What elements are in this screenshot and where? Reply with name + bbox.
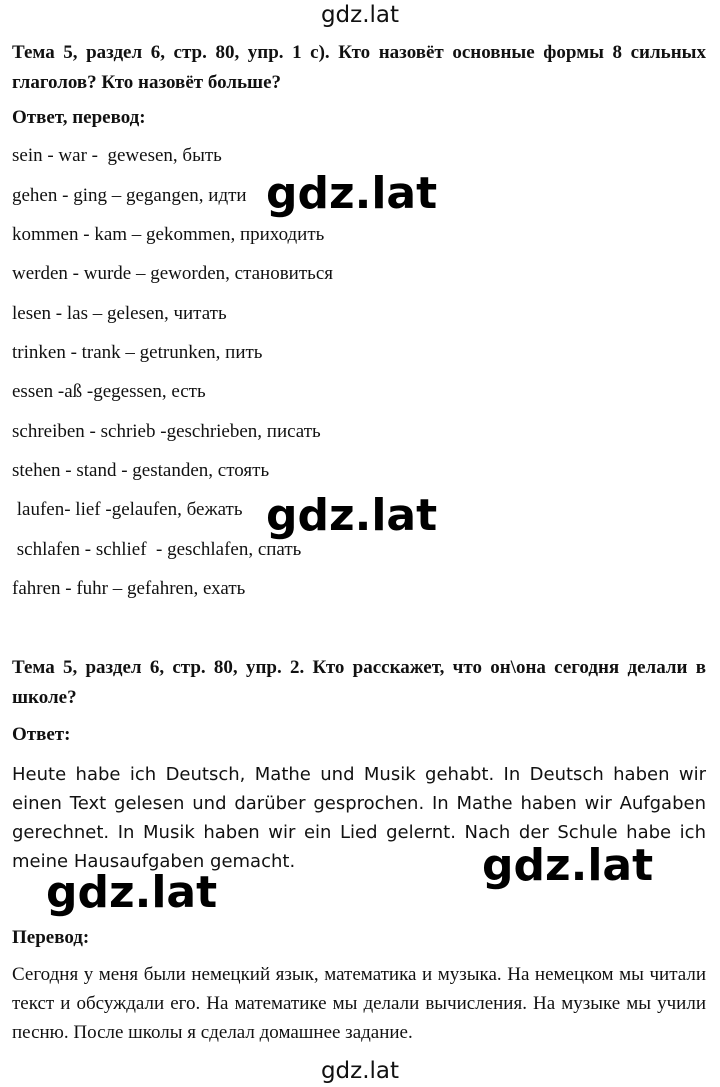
verb-form-line: essen -aß -gegessen, есть: [12, 381, 206, 402]
verb-form-line: schreiben - schrieb -geschrieben, писать: [12, 421, 321, 442]
verb-form-line: gehen - ging – gegangen, идти: [12, 185, 247, 206]
verb-form-line: kommen - kam – gekommen, приходить: [12, 224, 325, 245]
watermark-overlay: gdz.lat: [482, 840, 654, 891]
task1-answer-label: Ответ, перевод:: [12, 107, 146, 128]
verb-form-line: stehen - stand - gestanden, стоять: [12, 460, 270, 481]
watermark-overlay: gdz.lat: [266, 168, 438, 219]
translation-text: Сегодня у меня были немецкий язык, математика и музыка. На немецком мы читали текст и обсуждали его. На математике мы делали вычисления. На музыке мы учили песню. После школы я сделал домашнее задание.: [12, 964, 706, 1043]
verb-form-line: laufen- lief -gelaufen, бежать: [12, 499, 243, 520]
task1-heading: Тема 5, раздел 6, стр. 80, упр. 1 с). Кто назовёт основные формы 8 сильных глаголов? Кто назовёт больше?: [12, 42, 706, 93]
verb-form-line: fahren - fuhr – gefahren, ехать: [12, 578, 246, 599]
translation-label: Перевод:: [12, 927, 90, 948]
task2-heading: Тема 5, раздел 6, стр. 80, упр. 2. Кто расскажет, что он\она сегодня делали в школе?: [12, 657, 706, 708]
verb-form-line: sein - war - gewesen, быть: [12, 145, 222, 166]
watermark-overlay: gdz.lat: [46, 867, 218, 918]
verb-form-line: werden - wurde – geworden, становиться: [12, 263, 333, 284]
verb-form-line: lesen - las – gelesen, читать: [12, 303, 227, 324]
header-watermark: gdz.lat: [320, 2, 400, 28]
task2-answer-label: Ответ:: [12, 724, 71, 745]
footer-watermark: gdz.lat: [320, 1058, 400, 1084]
verb-form-line: schlafen - schlief - geschlafen, спать: [12, 539, 302, 560]
watermark-overlay: gdz.lat: [266, 490, 438, 541]
verb-form-line: trinken - trank – getrunken, пить: [12, 342, 263, 363]
answer-text: Heute habe ich Deutsch, Mathe und Musik gehabt. In Deutsch haben wir einen Text gelesen und darüber gesprochen. In Mathe haben wir Aufgaben gerechnet. In Musik haben wir ein Lied gelernt. Nach der Schule habe ich meine Hausaufgaben gemacht.: [12, 764, 706, 872]
